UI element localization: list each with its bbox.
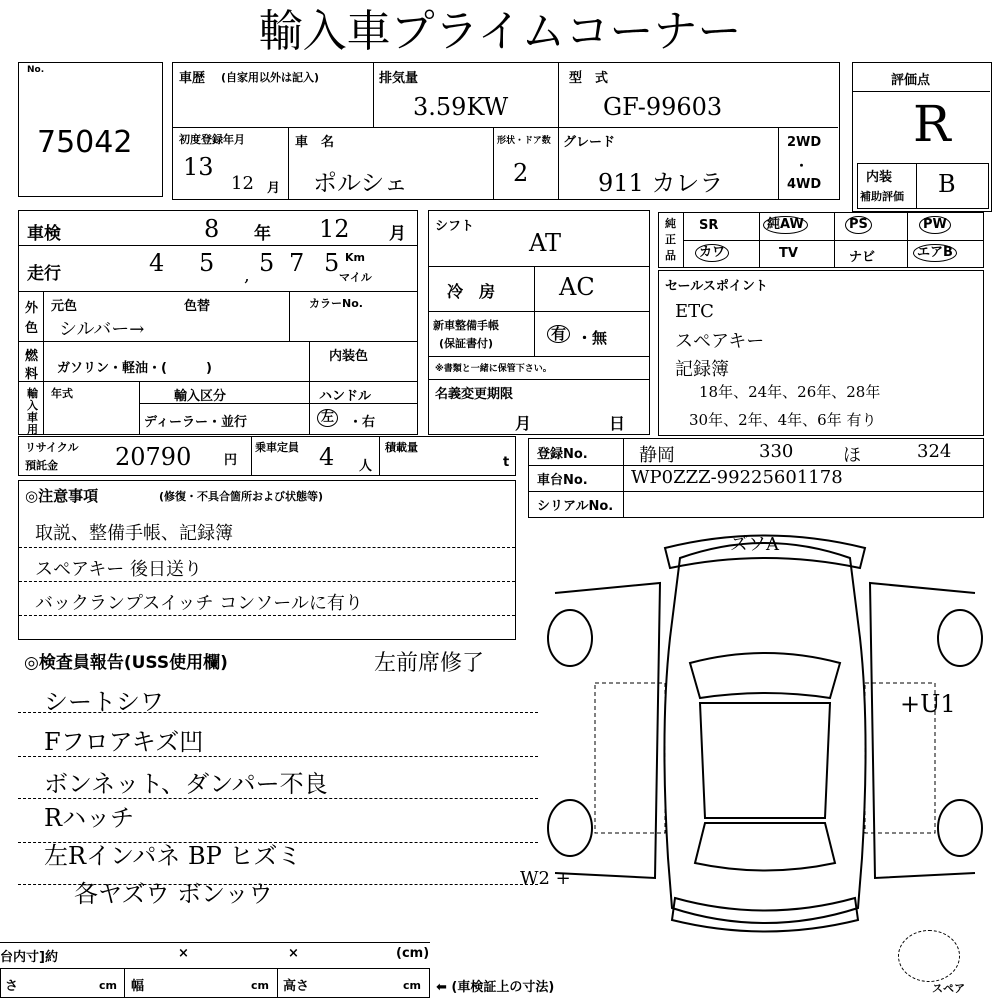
- name-change-month: 月: [515, 414, 532, 433]
- report-line: Fフロアキズ凹: [44, 728, 204, 756]
- equipment-ps[interactable]: PS: [845, 216, 872, 234]
- mileage-digit: 5: [324, 249, 340, 277]
- import-class-label: 輸入区分: [174, 389, 227, 404]
- interior-dims-label: 台内寸]約: [0, 950, 58, 965]
- sales-point-line: 記録簿: [675, 359, 729, 380]
- shaken-month-unit: 月: [389, 224, 406, 244]
- wheel-front-left: [548, 610, 592, 666]
- spare-label: スペア: [932, 982, 965, 995]
- dims-height-unit: cm: [403, 979, 421, 992]
- dims-note: ⬅ (車検証上の寸法): [436, 980, 555, 995]
- mileage-digit: 4: [149, 249, 165, 277]
- lot-number-box: [18, 62, 163, 197]
- dims-length-unit: cm: [99, 979, 117, 992]
- equipment-navi[interactable]: ナビ: [849, 250, 876, 265]
- dims-cm-label: (cm): [396, 946, 430, 961]
- sales-point-line: 18年、24年、26年、28年: [699, 383, 881, 401]
- fuel-label-1: 燃: [25, 349, 39, 364]
- recycle-label-1: リサイクル: [25, 441, 79, 454]
- import-label-3: 車: [27, 411, 38, 424]
- wheel-rear-left: [548, 800, 592, 856]
- inspection-box: [18, 210, 418, 435]
- page-title: 輸入車プライムコーナー: [258, 6, 742, 57]
- shaken-label: 車検: [27, 224, 61, 244]
- capacity-unit: 人: [359, 459, 373, 474]
- door-left-outline: [555, 583, 660, 878]
- first-reg-month-unit: 月: [267, 181, 281, 196]
- report-line: シートシワ: [44, 688, 164, 716]
- first-reg-month: 12: [231, 173, 254, 194]
- wheel-front-right: [938, 610, 982, 666]
- car-rear-window: [695, 823, 835, 871]
- equipment-grid: [658, 212, 984, 268]
- interior-score-box: [857, 163, 989, 209]
- outer-color-label-1: 外: [25, 301, 39, 316]
- report-line: 各ヤズウ ボンッウ: [74, 880, 273, 908]
- wheel-rear-right: [938, 800, 982, 856]
- sales-point-line: 30年、2年、4年、6年 有り: [689, 411, 877, 429]
- mileage-digit: 7: [289, 249, 305, 277]
- registration-box: [528, 438, 984, 518]
- interior-value: B: [938, 170, 956, 198]
- interior-label: 内装: [866, 170, 893, 185]
- diagram-right-note: +U1: [900, 690, 956, 718]
- manual-none[interactable]: ・無: [577, 329, 608, 347]
- import-class-value[interactable]: ディーラー・並行: [144, 415, 247, 430]
- notes-label: ◎注意事項: [25, 487, 99, 505]
- dims-x2: ×: [288, 946, 299, 961]
- first-reg-year: 13: [183, 153, 214, 181]
- doors-label: 形状・ドア数: [497, 136, 551, 146]
- sales-point-line: スペアキー: [675, 331, 765, 352]
- report-label: ◎検査員報告(USS使用欄): [24, 653, 228, 673]
- equipment-tv[interactable]: TV: [779, 246, 798, 261]
- mileage-label: 走行: [27, 264, 61, 284]
- recycle-label-2: 預託金: [25, 459, 58, 472]
- aircon-value: AC: [559, 273, 595, 301]
- equipment-airbag[interactable]: エアB: [913, 244, 957, 262]
- genuine-label-2: 正: [665, 233, 676, 246]
- equipment-leather[interactable]: カワ: [695, 244, 729, 262]
- manual-has[interactable]: 有: [547, 325, 570, 343]
- displacement-label: 排気量: [379, 71, 419, 86]
- score-box: [852, 62, 992, 212]
- handle-right[interactable]: ・右: [349, 415, 376, 430]
- diagram-left-note: W2 +: [520, 868, 571, 889]
- reg-class: 330: [759, 441, 794, 462]
- import-label-2: 入: [27, 399, 38, 412]
- aircon-label: 冷 房: [447, 282, 496, 301]
- import-label-1: 輸: [27, 387, 38, 400]
- notes-sub: (修復・不具合箇所および状態等): [159, 490, 324, 503]
- car-damage-diagram: [540, 528, 990, 948]
- dims-width-label: 幅: [131, 979, 145, 994]
- mileage-digit: 5: [259, 249, 275, 277]
- report-line: 左Rインパネ BP ヒズミ: [44, 842, 302, 870]
- color-value: シルバー→: [59, 319, 145, 340]
- sales-point-line: ETC: [675, 301, 714, 322]
- reg-number: 324: [917, 441, 952, 462]
- outer-color-label-2: 色: [25, 321, 39, 336]
- grade-value: 911 カレラ: [598, 169, 724, 197]
- reg-area: 静岡: [639, 445, 675, 466]
- door-panel-left: [595, 683, 665, 833]
- load-label: 積載量: [385, 441, 418, 454]
- recycle-unit: 円: [224, 453, 238, 468]
- displacement-value: 3.59KW: [413, 93, 509, 121]
- sales-points-label: セールスポイント: [665, 279, 768, 294]
- door-right-outline: [870, 583, 975, 878]
- report-line: ボンネット、ダンパー不良: [44, 770, 328, 798]
- mileage-separator: ,: [244, 265, 250, 286]
- dims-height-label: 高さ: [283, 979, 310, 994]
- dims-length-label: さ: [5, 979, 19, 994]
- km-unit: Km: [345, 251, 365, 264]
- import-label-4: 用: [27, 423, 38, 436]
- recycle-value: 20790: [115, 443, 192, 471]
- name-change-label: 名義変更期限: [435, 387, 514, 402]
- drive-2wd[interactable]: 2WD: [787, 135, 822, 150]
- car-name-label: 車 名: [295, 135, 335, 150]
- car-outline: [664, 543, 865, 923]
- shift-box: [428, 210, 650, 435]
- shaken-month-value: 12: [319, 215, 350, 243]
- equipment-sr[interactable]: SR: [699, 218, 719, 233]
- score-value: R: [913, 95, 951, 153]
- handle-left[interactable]: 左: [317, 409, 338, 427]
- drive-4wd[interactable]: 4WD: [787, 177, 822, 192]
- chassis-value: WP0ZZZ-99225601178: [631, 467, 843, 488]
- genuine-label-3: 品: [665, 249, 676, 262]
- doors-value: 2: [513, 159, 529, 187]
- recycle-row: [18, 436, 516, 476]
- mile-unit: マイル: [339, 271, 372, 284]
- shaken-year-value: 8: [204, 215, 220, 243]
- inspector-report: [18, 646, 538, 936]
- serial-label: シリアルNo.: [537, 499, 614, 514]
- manual-label-2: (保証書付): [439, 337, 494, 350]
- car-roof: [700, 703, 830, 818]
- color-change-label: 色替: [184, 299, 211, 314]
- model-value: GF-99603: [603, 93, 723, 121]
- notes-line: 取説、整備手帳、記録簿: [35, 523, 233, 544]
- notes-line: スペアキー 後日送り: [35, 559, 203, 580]
- original-color-label: 元色: [51, 299, 78, 314]
- chassis-label: 車台No.: [537, 473, 588, 488]
- lot-no-label: No.: [27, 65, 45, 75]
- notes-line: バックランプスイッチ コンソールに有り: [35, 593, 363, 614]
- color-no-label: カラーNo.: [309, 297, 363, 310]
- shift-value: AT: [529, 229, 562, 257]
- manual-label-1: 新車整備手帳: [433, 319, 499, 332]
- reg-no-label: 登録No.: [537, 447, 588, 462]
- load-unit: t: [503, 455, 510, 470]
- notes-box: [18, 480, 516, 640]
- dims-x1: ×: [178, 946, 189, 961]
- name-change-day: 日: [609, 414, 626, 433]
- handle-label: ハンドル: [319, 389, 372, 404]
- equipment-genuine-aw[interactable]: 純AW: [763, 216, 808, 234]
- shaken-year-unit: 年: [254, 224, 271, 244]
- interior-sub: 補助評価: [860, 190, 904, 203]
- first-reg-label: 初度登録年月: [179, 133, 245, 146]
- history-label: 車歴: [179, 71, 206, 86]
- car-name-value: ポルシェ: [313, 169, 408, 197]
- report-side-note: 左前席修了: [374, 651, 485, 676]
- history-note: (自家用以外は記入): [221, 71, 320, 84]
- reg-kana: ほ: [843, 445, 861, 466]
- diagram-top-note: ズソA: [730, 534, 779, 555]
- lot-number: 75042: [37, 125, 133, 160]
- equipment-pw[interactable]: PW: [919, 216, 951, 234]
- dims-width-unit: cm: [251, 979, 269, 992]
- capacity-value: 4: [319, 443, 335, 471]
- spare-tire-icon: [898, 930, 960, 982]
- mileage-digit: 5: [199, 249, 215, 277]
- capacity-label: 乗車定員: [255, 441, 299, 454]
- report-line: Rハッチ: [44, 804, 135, 832]
- fuel-options[interactable]: ガソリン・軽油・( ): [57, 361, 212, 376]
- car-windshield: [690, 653, 840, 698]
- interior-color-label: 内装色: [329, 349, 369, 364]
- model-label: 型 式: [569, 71, 609, 86]
- genuine-label-1: 純: [665, 217, 676, 230]
- manual-note: ※書類と一緒に保管下さい。: [435, 364, 552, 374]
- score-label: 評価点: [891, 73, 931, 88]
- drive-dot: ・: [795, 159, 809, 174]
- sales-points-box: [658, 270, 984, 436]
- grade-label: グレード: [563, 135, 616, 150]
- shift-label: シフト: [435, 219, 475, 234]
- header-grid: [172, 62, 840, 200]
- fuel-label-2: 料: [25, 367, 39, 382]
- dims-row: [0, 968, 430, 998]
- import-year-label: 年式: [51, 387, 73, 400]
